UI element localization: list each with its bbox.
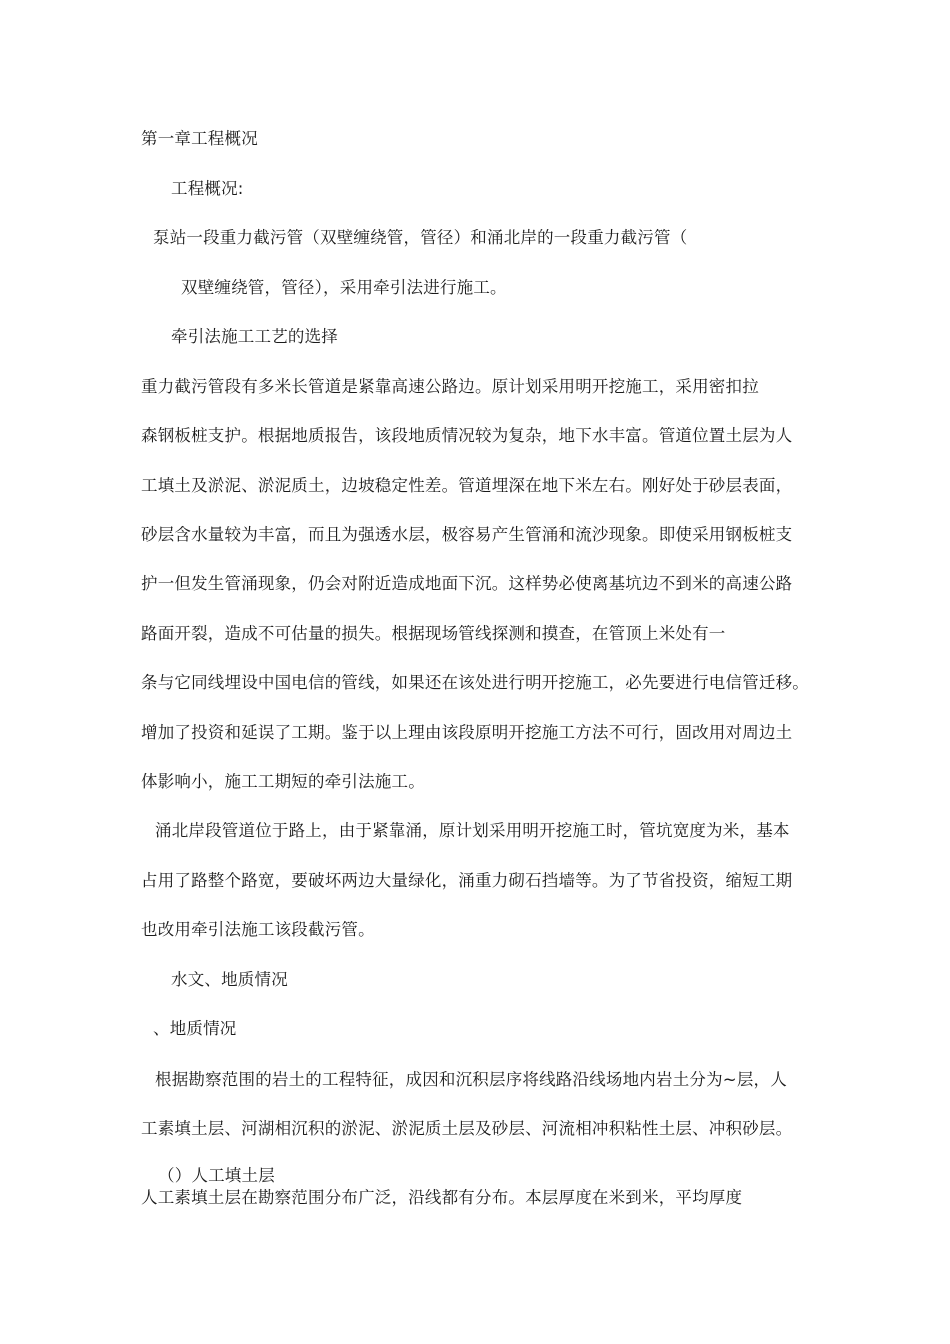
section-heading-hydro: 水文、地质情况 xyxy=(171,970,288,989)
paragraph-line: 工填土及淤泥、淤泥质土，边坡稳定性差。管道埋深在地下米左右。刚好处于砂层表面， xyxy=(141,476,793,495)
paragraph-line: 增加了投资和延误了工期。鉴于以上理由该段原明开挖施工方法不可行，固改用对周边土 xyxy=(141,723,793,742)
paragraph-line: 也改用牵引法施工该段截污管。 xyxy=(141,920,375,939)
paragraph-line: 重力截污管段有多米长管道是紧靠高速公路边。原计划采用明开挖施工，采用密扣拉 xyxy=(141,377,759,396)
paragraph-line: 体影响小，施工工期短的牵引法施工。 xyxy=(141,772,425,791)
chapter-title: 第一章工程概况 xyxy=(141,129,258,148)
paragraph-line: 占用了路整个路宽，要破坏两边大量绿化，涌重力砌石挡墙等。为了节省投资，缩短工期 xyxy=(141,871,793,890)
paragraph-line: 泵站一段重力截污管（双壁缠绕管，管径）和涌北岸的一段重力截污管（ xyxy=(153,228,688,247)
paragraph-line: 工素填土层、河湖相沉积的淤泥、淤泥质土层及砂层、河流相冲积粘性土层、冲积砂层。 xyxy=(141,1119,793,1138)
paragraph-line: 路面开裂，造成不可估量的损失。根据现场管线探测和摸查，在管顶上米处有一 xyxy=(141,624,726,643)
paragraph-line: 根据勘察范围的岩土的工程特征，成因和沉积层序将线路沿线场地内岩土分为~层，人 xyxy=(155,1070,787,1089)
paragraph-line: 森钢板桩支护。根据地质报告，该段地质情况较为复杂，地下水丰富。管道位置土层为人 xyxy=(141,426,793,445)
section-heading-geology: 、地质情况 xyxy=(153,1019,237,1038)
paragraph-line: 条与它同线埋设中国电信的管线，如果还在该处进行明开挖施工，必先要进行电信管迁移。 xyxy=(141,673,809,692)
section-heading-fill-layer: （）人工填土层 xyxy=(158,1166,275,1185)
section-heading-method: 牵引法施工工艺的选择 xyxy=(171,327,338,346)
paragraph-line: 人工素填土层在勘察范围分布广泛，沿线都有分布。本层厚度在米到米，平均厚度 xyxy=(141,1188,743,1207)
paragraph-line: 双壁缠绕管，管径），采用牵引法进行施工。 xyxy=(181,278,507,297)
section-heading-overview: 工程概况: xyxy=(171,179,244,198)
paragraph-line: 涌北岸段管道位于路上，由于紧靠涌，原计划采用明开挖施工时，管坑宽度为米，基本 xyxy=(155,821,790,840)
paragraph-line: 砂层含水量较为丰富，而且为强透水层，极容易产生管涌和流沙现象。即使采用钢板桩支 xyxy=(141,525,793,544)
paragraph-line: 护一但发生管涌现象，仍会对附近造成地面下沉。这样势必使离基坑边不到米的高速公路 xyxy=(141,574,793,593)
